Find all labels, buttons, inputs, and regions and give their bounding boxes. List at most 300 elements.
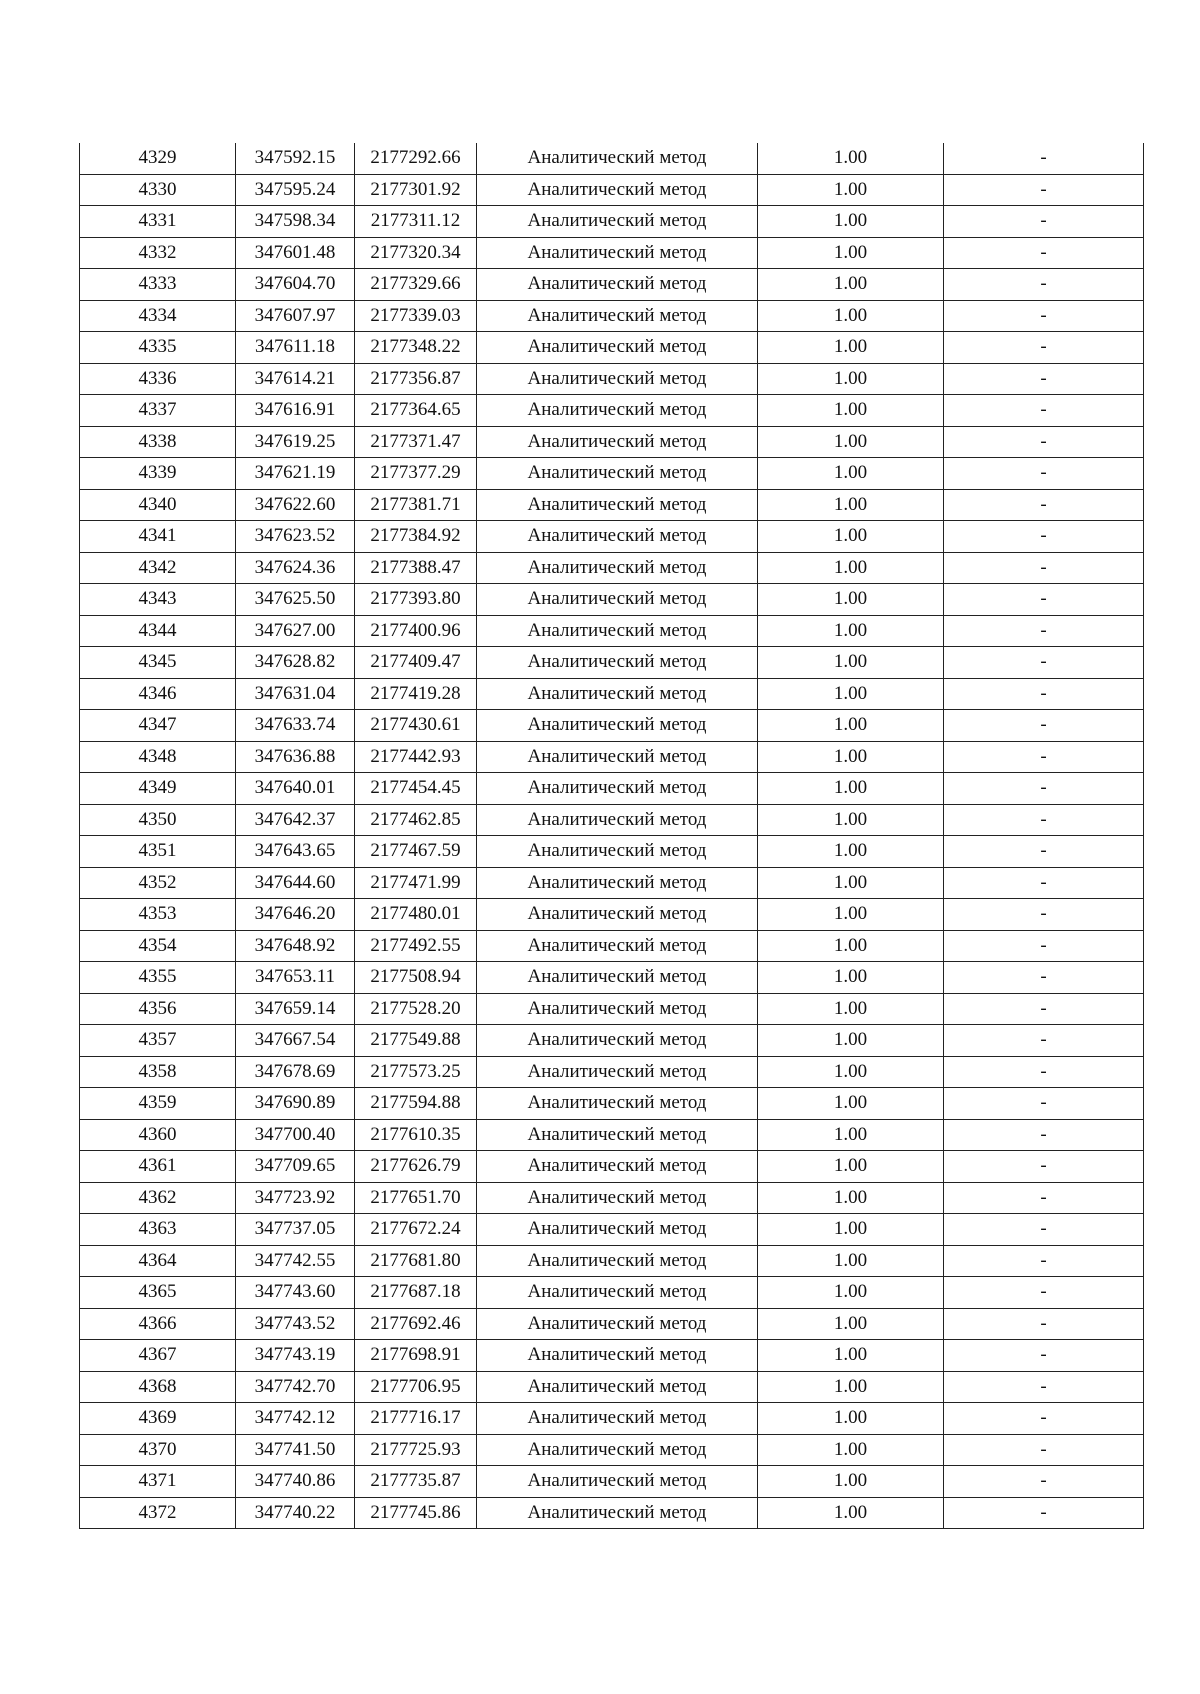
table-row (80, 930, 1144, 962)
y-coordinate-cell: 2177329.66 (355, 269, 477, 301)
table-row (80, 1088, 1144, 1120)
table-row (80, 1466, 1144, 1498)
y-coordinate-cell: 2177388.47 (355, 552, 477, 584)
y-coordinate-cell: 2177716.17 (355, 1403, 477, 1435)
description-cell: - (944, 1340, 1144, 1372)
x-coordinate-cell: 347598.34 (236, 206, 355, 238)
description-cell: - (944, 363, 1144, 395)
x-coordinate-cell: 347700.40 (236, 1119, 355, 1151)
accuracy-cell: 1.00 (758, 206, 944, 238)
y-coordinate-cell: 2177384.92 (355, 521, 477, 553)
point-number-cell: 4330 (80, 174, 236, 206)
description-cell: - (944, 1434, 1144, 1466)
y-coordinate-cell: 2177462.85 (355, 804, 477, 836)
method-cell: Аналитический метод (477, 1340, 758, 1372)
accuracy-cell: 1.00 (758, 1182, 944, 1214)
point-number-cell: 4347 (80, 710, 236, 742)
point-number-cell: 4371 (80, 1466, 236, 1498)
description-cell: - (944, 710, 1144, 742)
x-coordinate-cell: 347633.74 (236, 710, 355, 742)
point-number-cell: 4334 (80, 300, 236, 332)
y-coordinate-cell: 2177356.87 (355, 363, 477, 395)
y-coordinate-cell: 2177573.25 (355, 1056, 477, 1088)
x-coordinate-cell: 347592.15 (236, 143, 355, 174)
y-coordinate-cell: 2177442.93 (355, 741, 477, 773)
y-coordinate-cell: 2177594.88 (355, 1088, 477, 1120)
method-cell: Аналитический метод (477, 1245, 758, 1277)
table-row (80, 615, 1144, 647)
method-cell: Аналитический метод (477, 678, 758, 710)
description-cell: - (944, 521, 1144, 553)
point-number-cell: 4358 (80, 1056, 236, 1088)
description-cell: - (944, 930, 1144, 962)
x-coordinate-cell: 347740.22 (236, 1497, 355, 1529)
y-coordinate-cell: 2177698.91 (355, 1340, 477, 1372)
x-coordinate-cell: 347627.00 (236, 615, 355, 647)
point-number-cell: 4359 (80, 1088, 236, 1120)
accuracy-cell: 1.00 (758, 174, 944, 206)
method-cell: Аналитический метод (477, 1182, 758, 1214)
method-cell: Аналитический метод (477, 584, 758, 616)
x-coordinate-cell: 347642.37 (236, 804, 355, 836)
description-cell: - (944, 552, 1144, 584)
table-row (80, 1151, 1144, 1183)
y-coordinate-cell: 2177339.03 (355, 300, 477, 332)
method-cell: Аналитический метод (477, 1497, 758, 1529)
accuracy-cell: 1.00 (758, 1497, 944, 1529)
point-number-cell: 4348 (80, 741, 236, 773)
table-row (80, 1434, 1144, 1466)
y-coordinate-cell: 2177528.20 (355, 993, 477, 1025)
method-cell: Аналитический метод (477, 174, 758, 206)
table-row (80, 678, 1144, 710)
method-cell: Аналитический метод (477, 962, 758, 994)
description-cell: - (944, 1182, 1144, 1214)
point-number-cell: 4339 (80, 458, 236, 490)
y-coordinate-cell: 2177687.18 (355, 1277, 477, 1309)
y-coordinate-cell: 2177419.28 (355, 678, 477, 710)
method-cell: Аналитический метод (477, 1151, 758, 1183)
point-number-cell: 4340 (80, 489, 236, 521)
point-number-cell: 4365 (80, 1277, 236, 1309)
table-row (80, 1308, 1144, 1340)
x-coordinate-cell: 347611.18 (236, 332, 355, 364)
method-cell: Аналитический метод (477, 395, 758, 427)
point-number-cell: 4337 (80, 395, 236, 427)
x-coordinate-cell: 347740.86 (236, 1466, 355, 1498)
point-number-cell: 4372 (80, 1497, 236, 1529)
accuracy-cell: 1.00 (758, 1371, 944, 1403)
x-coordinate-cell: 347643.65 (236, 836, 355, 868)
accuracy-cell: 1.00 (758, 741, 944, 773)
method-cell: Аналитический метод (477, 899, 758, 931)
x-coordinate-cell: 347621.19 (236, 458, 355, 490)
description-cell: - (944, 300, 1144, 332)
y-coordinate-cell: 2177364.65 (355, 395, 477, 427)
method-cell: Аналитический метод (477, 647, 758, 679)
table-row (80, 300, 1144, 332)
point-number-cell: 4356 (80, 993, 236, 1025)
method-cell: Аналитический метод (477, 1371, 758, 1403)
method-cell: Аналитический метод (477, 332, 758, 364)
method-cell: Аналитический метод (477, 1403, 758, 1435)
table-row (80, 521, 1144, 553)
point-number-cell: 4344 (80, 615, 236, 647)
y-coordinate-cell: 2177471.99 (355, 867, 477, 899)
description-cell: - (944, 773, 1144, 805)
table-row (80, 1214, 1144, 1246)
y-coordinate-cell: 2177626.79 (355, 1151, 477, 1183)
description-cell: - (944, 458, 1144, 490)
accuracy-cell: 1.00 (758, 269, 944, 301)
description-cell: - (944, 269, 1144, 301)
coordinates-table-body (80, 143, 1144, 1529)
y-coordinate-cell: 2177400.96 (355, 615, 477, 647)
description-cell: - (944, 962, 1144, 994)
description-cell: - (944, 1025, 1144, 1057)
method-cell: Аналитический метод (477, 773, 758, 805)
point-number-cell: 4341 (80, 521, 236, 553)
table-row (80, 426, 1144, 458)
y-coordinate-cell: 2177348.22 (355, 332, 477, 364)
table-row (80, 237, 1144, 269)
description-cell: - (944, 489, 1144, 521)
table-row (80, 174, 1144, 206)
point-number-cell: 4345 (80, 647, 236, 679)
y-coordinate-cell: 2177651.70 (355, 1182, 477, 1214)
table-row (80, 993, 1144, 1025)
table-row (80, 489, 1144, 521)
accuracy-cell: 1.00 (758, 899, 944, 931)
accuracy-cell: 1.00 (758, 804, 944, 836)
description-cell: - (944, 174, 1144, 206)
accuracy-cell: 1.00 (758, 962, 944, 994)
y-coordinate-cell: 2177454.45 (355, 773, 477, 805)
accuracy-cell: 1.00 (758, 1119, 944, 1151)
point-number-cell: 4338 (80, 426, 236, 458)
method-cell: Аналитический метод (477, 300, 758, 332)
description-cell: - (944, 1403, 1144, 1435)
y-coordinate-cell: 2177393.80 (355, 584, 477, 616)
x-coordinate-cell: 347646.20 (236, 899, 355, 931)
x-coordinate-cell: 347595.24 (236, 174, 355, 206)
point-number-cell: 4357 (80, 1025, 236, 1057)
description-cell: - (944, 1466, 1144, 1498)
accuracy-cell: 1.00 (758, 1340, 944, 1372)
y-coordinate-cell: 2177311.12 (355, 206, 477, 238)
y-coordinate-cell: 2177508.94 (355, 962, 477, 994)
table-row (80, 363, 1144, 395)
point-number-cell: 4332 (80, 237, 236, 269)
point-number-cell: 4343 (80, 584, 236, 616)
x-coordinate-cell: 347614.21 (236, 363, 355, 395)
table-row (80, 143, 1144, 174)
y-coordinate-cell: 2177320.34 (355, 237, 477, 269)
description-cell: - (944, 1245, 1144, 1277)
table-row (80, 1497, 1144, 1529)
y-coordinate-cell: 2177467.59 (355, 836, 477, 868)
description-cell: - (944, 1056, 1144, 1088)
method-cell: Аналитический метод (477, 143, 758, 174)
y-coordinate-cell: 2177371.47 (355, 426, 477, 458)
table-row (80, 1245, 1144, 1277)
description-cell: - (944, 899, 1144, 931)
point-number-cell: 4349 (80, 773, 236, 805)
description-cell: - (944, 237, 1144, 269)
y-coordinate-cell: 2177672.24 (355, 1214, 477, 1246)
accuracy-cell: 1.00 (758, 1214, 944, 1246)
accuracy-cell: 1.00 (758, 1277, 944, 1309)
table-row (80, 867, 1144, 899)
method-cell: Аналитический метод (477, 426, 758, 458)
y-coordinate-cell: 2177745.86 (355, 1497, 477, 1529)
x-coordinate-cell: 347644.60 (236, 867, 355, 899)
accuracy-cell: 1.00 (758, 1466, 944, 1498)
table-row (80, 1056, 1144, 1088)
accuracy-cell: 1.00 (758, 143, 944, 174)
description-cell: - (944, 615, 1144, 647)
description-cell: - (944, 1308, 1144, 1340)
method-cell: Аналитический метод (477, 741, 758, 773)
description-cell: - (944, 143, 1144, 174)
y-coordinate-cell: 2177480.01 (355, 899, 477, 931)
table-row (80, 1371, 1144, 1403)
point-number-cell: 4367 (80, 1340, 236, 1372)
method-cell: Аналитический метод (477, 1056, 758, 1088)
description-cell: - (944, 1119, 1144, 1151)
method-cell: Аналитический метод (477, 458, 758, 490)
accuracy-cell: 1.00 (758, 993, 944, 1025)
accuracy-cell: 1.00 (758, 521, 944, 553)
accuracy-cell: 1.00 (758, 1088, 944, 1120)
accuracy-cell: 1.00 (758, 1434, 944, 1466)
point-number-cell: 4364 (80, 1245, 236, 1277)
point-number-cell: 4351 (80, 836, 236, 868)
table-row (80, 741, 1144, 773)
description-cell: - (944, 426, 1144, 458)
x-coordinate-cell: 347601.48 (236, 237, 355, 269)
point-number-cell: 4370 (80, 1434, 236, 1466)
accuracy-cell: 1.00 (758, 426, 944, 458)
x-coordinate-cell: 347628.82 (236, 647, 355, 679)
accuracy-cell: 1.00 (758, 678, 944, 710)
x-coordinate-cell: 347743.60 (236, 1277, 355, 1309)
y-coordinate-cell: 2177692.46 (355, 1308, 477, 1340)
accuracy-cell: 1.00 (758, 1056, 944, 1088)
accuracy-cell: 1.00 (758, 710, 944, 742)
description-cell: - (944, 1277, 1144, 1309)
method-cell: Аналитический метод (477, 521, 758, 553)
point-number-cell: 4333 (80, 269, 236, 301)
point-number-cell: 4368 (80, 1371, 236, 1403)
description-cell: - (944, 395, 1144, 427)
y-coordinate-cell: 2177725.93 (355, 1434, 477, 1466)
description-cell: - (944, 836, 1144, 868)
description-cell: - (944, 867, 1144, 899)
point-number-cell: 4342 (80, 552, 236, 584)
table-row (80, 647, 1144, 679)
accuracy-cell: 1.00 (758, 1245, 944, 1277)
table-row (80, 1403, 1144, 1435)
table-row (80, 1025, 1144, 1057)
accuracy-cell: 1.00 (758, 930, 944, 962)
method-cell: Аналитический метод (477, 1088, 758, 1120)
point-number-cell: 4354 (80, 930, 236, 962)
point-number-cell: 4329 (80, 143, 236, 174)
y-coordinate-cell: 2177735.87 (355, 1466, 477, 1498)
accuracy-cell: 1.00 (758, 1403, 944, 1435)
table-row (80, 269, 1144, 301)
y-coordinate-cell: 2177430.61 (355, 710, 477, 742)
y-coordinate-cell: 2177292.66 (355, 143, 477, 174)
method-cell: Аналитический метод (477, 489, 758, 521)
point-number-cell: 4331 (80, 206, 236, 238)
point-number-cell: 4363 (80, 1214, 236, 1246)
method-cell: Аналитический метод (477, 615, 758, 647)
accuracy-cell: 1.00 (758, 363, 944, 395)
accuracy-cell: 1.00 (758, 300, 944, 332)
x-coordinate-cell: 347743.19 (236, 1340, 355, 1372)
table-row (80, 458, 1144, 490)
x-coordinate-cell: 347659.14 (236, 993, 355, 1025)
accuracy-cell: 1.00 (758, 332, 944, 364)
method-cell: Аналитический метод (477, 363, 758, 395)
table-row (80, 1119, 1144, 1151)
y-coordinate-cell: 2177381.71 (355, 489, 477, 521)
description-cell: - (944, 1088, 1144, 1120)
point-number-cell: 4350 (80, 804, 236, 836)
point-number-cell: 4353 (80, 899, 236, 931)
accuracy-cell: 1.00 (758, 552, 944, 584)
x-coordinate-cell: 347619.25 (236, 426, 355, 458)
description-cell: - (944, 584, 1144, 616)
accuracy-cell: 1.00 (758, 1025, 944, 1057)
x-coordinate-cell: 347741.50 (236, 1434, 355, 1466)
x-coordinate-cell: 347623.52 (236, 521, 355, 553)
description-cell: - (944, 1151, 1144, 1183)
accuracy-cell: 1.00 (758, 836, 944, 868)
table-row (80, 332, 1144, 364)
description-cell: - (944, 332, 1144, 364)
method-cell: Аналитический метод (477, 710, 758, 742)
x-coordinate-cell: 347653.11 (236, 962, 355, 994)
point-number-cell: 4361 (80, 1151, 236, 1183)
table-row (80, 552, 1144, 584)
description-cell: - (944, 647, 1144, 679)
y-coordinate-cell: 2177610.35 (355, 1119, 477, 1151)
table-row (80, 804, 1144, 836)
method-cell: Аналитический метод (477, 1434, 758, 1466)
description-cell: - (944, 741, 1144, 773)
x-coordinate-cell: 347624.36 (236, 552, 355, 584)
accuracy-cell: 1.00 (758, 1308, 944, 1340)
description-cell: - (944, 804, 1144, 836)
point-number-cell: 4369 (80, 1403, 236, 1435)
point-number-cell: 4360 (80, 1119, 236, 1151)
table-row (80, 1340, 1144, 1372)
accuracy-cell: 1.00 (758, 584, 944, 616)
y-coordinate-cell: 2177377.29 (355, 458, 477, 490)
method-cell: Аналитический метод (477, 552, 758, 584)
point-number-cell: 4335 (80, 332, 236, 364)
table-row (80, 962, 1144, 994)
method-cell: Аналитический метод (477, 1466, 758, 1498)
method-cell: Аналитический метод (477, 836, 758, 868)
point-number-cell: 4366 (80, 1308, 236, 1340)
x-coordinate-cell: 347742.70 (236, 1371, 355, 1403)
coordinates-table (79, 143, 1144, 1529)
point-number-cell: 4352 (80, 867, 236, 899)
method-cell: Аналитический метод (477, 206, 758, 238)
table-row (80, 206, 1144, 238)
method-cell: Аналитический метод (477, 930, 758, 962)
x-coordinate-cell: 347742.12 (236, 1403, 355, 1435)
y-coordinate-cell: 2177681.80 (355, 1245, 477, 1277)
y-coordinate-cell: 2177549.88 (355, 1025, 477, 1057)
x-coordinate-cell: 347678.69 (236, 1056, 355, 1088)
method-cell: Аналитический метод (477, 1308, 758, 1340)
accuracy-cell: 1.00 (758, 395, 944, 427)
x-coordinate-cell: 347709.65 (236, 1151, 355, 1183)
point-number-cell: 4355 (80, 962, 236, 994)
x-coordinate-cell: 347616.91 (236, 395, 355, 427)
table-row (80, 395, 1144, 427)
table-row (80, 1182, 1144, 1214)
x-coordinate-cell: 347636.88 (236, 741, 355, 773)
method-cell: Аналитический метод (477, 237, 758, 269)
point-number-cell: 4346 (80, 678, 236, 710)
description-cell: - (944, 993, 1144, 1025)
x-coordinate-cell: 347604.70 (236, 269, 355, 301)
table-row (80, 710, 1144, 742)
accuracy-cell: 1.00 (758, 458, 944, 490)
method-cell: Аналитический метод (477, 1277, 758, 1309)
x-coordinate-cell: 347742.55 (236, 1245, 355, 1277)
x-coordinate-cell: 347667.54 (236, 1025, 355, 1057)
x-coordinate-cell: 347648.92 (236, 930, 355, 962)
accuracy-cell: 1.00 (758, 615, 944, 647)
table-row (80, 1277, 1144, 1309)
x-coordinate-cell: 347631.04 (236, 678, 355, 710)
description-cell: - (944, 1371, 1144, 1403)
point-number-cell: 4336 (80, 363, 236, 395)
description-cell: - (944, 678, 1144, 710)
table-row (80, 773, 1144, 805)
method-cell: Аналитический метод (477, 1214, 758, 1246)
method-cell: Аналитический метод (477, 993, 758, 1025)
accuracy-cell: 1.00 (758, 867, 944, 899)
table-row (80, 584, 1144, 616)
accuracy-cell: 1.00 (758, 489, 944, 521)
x-coordinate-cell: 347723.92 (236, 1182, 355, 1214)
x-coordinate-cell: 347607.97 (236, 300, 355, 332)
accuracy-cell: 1.00 (758, 773, 944, 805)
method-cell: Аналитический метод (477, 269, 758, 301)
x-coordinate-cell: 347622.60 (236, 489, 355, 521)
table-row (80, 836, 1144, 868)
x-coordinate-cell: 347737.05 (236, 1214, 355, 1246)
accuracy-cell: 1.00 (758, 647, 944, 679)
description-cell: - (944, 1214, 1144, 1246)
x-coordinate-cell: 347625.50 (236, 584, 355, 616)
y-coordinate-cell: 2177492.55 (355, 930, 477, 962)
method-cell: Аналитический метод (477, 1025, 758, 1057)
x-coordinate-cell: 347690.89 (236, 1088, 355, 1120)
method-cell: Аналитический метод (477, 1119, 758, 1151)
y-coordinate-cell: 2177301.92 (355, 174, 477, 206)
point-number-cell: 4362 (80, 1182, 236, 1214)
accuracy-cell: 1.00 (758, 237, 944, 269)
